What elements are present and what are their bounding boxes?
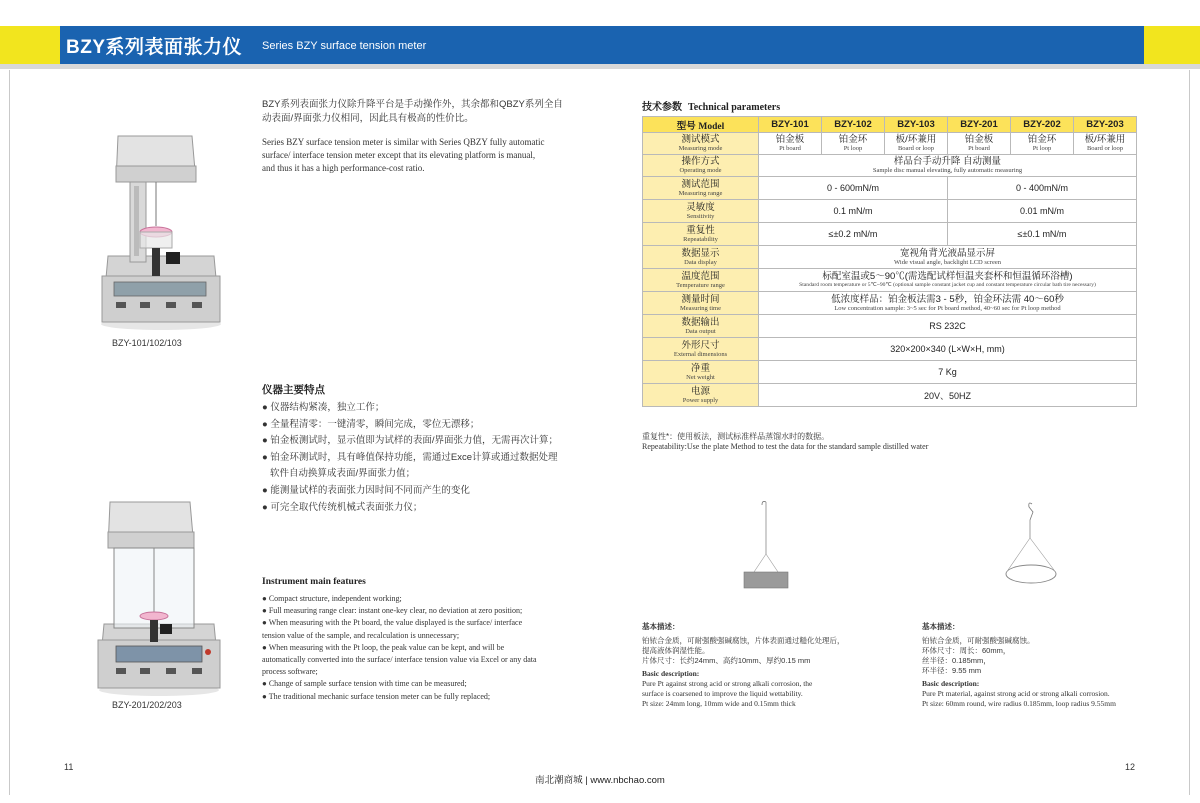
product-image-bzy-201 (94, 496, 224, 696)
spec-row-dimensions (643, 338, 1137, 361)
spec-value (1074, 133, 1137, 155)
value-en: Pt loop (1032, 145, 1052, 152)
spec-label (643, 177, 759, 200)
spec-value: 0.01 mN/m (948, 200, 1137, 223)
spec-value: 0 - 600mN/m (759, 177, 948, 200)
value-en: Standard room temperature or 5℃~90℃ (optional sample constant jacket cup and constant temperature circular bath tire necessary) (799, 281, 1096, 288)
label-cn: 测试模式 (681, 134, 720, 145)
label-en: Temperature range (676, 281, 725, 289)
product-caption-1: BZY-101/102/103 (112, 338, 182, 348)
spec-row-power (643, 384, 1137, 407)
desc-line: 环半径：9.55 mm (922, 666, 982, 675)
feature-cn-item: ● 全量程清零：一键清零，瞬间完成，零位无漂移； (262, 418, 480, 430)
desc-title-en: Basic description: (922, 679, 980, 688)
spec-row-weight (643, 361, 1137, 384)
spec-label (643, 338, 759, 361)
desc-line-en: Pt size: 60mm round, wire radius 0.185mm, loop radius 9.55mm (922, 699, 1116, 708)
label-cn: 操作方式 (681, 156, 720, 167)
model-label-cn: 型号 (676, 120, 696, 132)
desc-line-en: Pt size: 24mm long, 10mm wide and 0.15mm thick (642, 699, 796, 708)
model-cell: BZY-101 (759, 117, 822, 133)
spec-value (759, 292, 1137, 315)
desc-line: 片体尺寸：长约24mm、高约10mm、厚约0.15 mm (642, 656, 811, 665)
label-en: Measuring time (680, 304, 721, 312)
feature-en-item: ● Full measuring range clear: instant one-key clear, no deviation at zero position; (262, 606, 523, 616)
value-en: Pt loop (843, 145, 863, 152)
feature-cn-item: 软件自动换算成表面/界面张力值； (270, 468, 416, 480)
value-en: Board or loop (897, 145, 935, 152)
spec-value: 20V、50HZ (759, 384, 1137, 407)
value-cn: 低浓度样品：铂金板法需3 - 5秒，铂金环法需 40～60秒 (831, 293, 1064, 305)
tech-title (642, 98, 780, 113)
feature-cn-item: ● 仪器结构紧凑，独立工作； (262, 402, 385, 413)
intro-en (262, 136, 582, 175)
value-en: Pt board (779, 145, 801, 152)
label-en: Measuring range (678, 189, 723, 197)
label-cn: 温度范围 (681, 270, 720, 282)
spec-value (1011, 133, 1074, 155)
page-number-right: 12 (1125, 762, 1136, 772)
spec-label (643, 223, 759, 246)
page-border-right (1189, 70, 1190, 795)
value-en: Sample disc manual elevating, fully automatic measuring (872, 167, 1023, 174)
model-cell: BZY-102 (822, 117, 885, 133)
intro-en-line: surface/ interface tension meter except that its elevating platform is manual, (262, 150, 536, 160)
spec-value: 0.1 mN/m (759, 200, 948, 223)
feature-en-item: ● Compact structure, independent working; (262, 594, 402, 603)
label-en: Power supply (682, 396, 719, 404)
spec-label (643, 292, 759, 315)
page-border-left (9, 70, 10, 795)
spec-row-repeatability (643, 223, 1137, 246)
spec-value: 7 Kg (759, 361, 1137, 384)
spec-label (643, 361, 759, 384)
product-caption-2: BZY-201/202/203 (112, 700, 182, 710)
value-cn: 标配室温或5～90℃(需选配试样恒温夹套杯和恒温循环浴槽) (822, 270, 1073, 282)
spec-header-model (643, 117, 759, 133)
spec-value: RS 232C (759, 315, 1137, 338)
spec-row-sensitivity (643, 200, 1137, 223)
header-yellow-left (0, 26, 60, 64)
spec-row-time (643, 292, 1137, 315)
header-yellow-right (1144, 26, 1200, 64)
feature-en-item: ● The traditional mechanic surface tension meter can be fully replaced; (262, 691, 491, 701)
spec-value: 0 - 400mN/m (948, 177, 1137, 200)
desc-title-en: Basic description: (642, 669, 700, 678)
pt-board-description (642, 622, 845, 709)
intro-cn-line: 动表面/界面张力仪相同，因此具有极高的性价比。 (262, 113, 474, 124)
desc-title: 基本描述： (642, 622, 680, 631)
note-cn: 重复性*：使用板法，测试标准样品蒸馏水时的数据。 (642, 432, 830, 441)
label-cn: 电源 (690, 385, 710, 397)
pt-loop-description (922, 622, 1116, 709)
feature-cn-item: ● 铂金板测试时，显示值即为试样的表面/界面张力值，无需再次计算； (262, 435, 559, 447)
tech-title-en: Technical parameters (688, 102, 781, 113)
pt-loop-image (1000, 498, 1066, 590)
product-image-bzy-101 (96, 126, 226, 331)
intro-en-line: Series BZY surface tension meter is similar with Series QBZY fully automatic (262, 137, 545, 147)
value-cn: 铂金板 (775, 134, 805, 145)
spec-row-mode (643, 133, 1137, 155)
header-underline (0, 64, 1200, 69)
page-title: BZY系列表面张力仪 (66, 37, 243, 58)
feature-en-item: ● When measuring with the Pt loop, the peak value can be kept, and will be (262, 642, 505, 652)
label-en: Operating mode (679, 167, 722, 174)
spec-value: ≤±0.1 mN/m (948, 223, 1137, 246)
label-cn: 测试范围 (681, 178, 720, 190)
intro-en-line: and thus it has a high performance-cost ratio. (262, 163, 425, 173)
intro-cn-line: BZY系列表面张力仪除升降平台是手动操作外，其余都和QBZY系列全自 (262, 99, 563, 110)
spec-label (643, 200, 759, 223)
spec-value (822, 133, 885, 155)
label-cn: 外形尺寸 (681, 339, 720, 351)
spec-label (643, 269, 759, 292)
feature-en-item: automatically converted into the surface/ interface tension value via Excel or any data (262, 655, 537, 665)
spec-value (759, 133, 822, 155)
value-en: Wide visual angle, backlight LCD screen (894, 258, 1001, 266)
spec-header-row (643, 117, 1137, 133)
label-en: Data output (685, 327, 716, 335)
model-cell: BZY-103 (885, 117, 948, 133)
value-cn: 宽视角背光液晶显示屏 (899, 247, 995, 259)
value-cn: 板/环兼用 (1084, 134, 1126, 145)
desc-line-en: surface is coarsened to improve the liquid wettability. (642, 689, 803, 698)
page-subtitle: Series BZY surface tension meter (262, 40, 427, 52)
tech-title-cn: 技术参数 (642, 102, 682, 113)
label-cn: 重复性 (686, 224, 715, 236)
model-cell: BZY-203 (1074, 117, 1137, 133)
feature-cn-item: ● 可完全取代传统机械式表面张力仪； (262, 501, 423, 513)
spec-value (759, 269, 1137, 292)
value-cn: 铂金板 (964, 134, 994, 145)
spec-value (759, 246, 1137, 269)
label-en: Sensitivity (686, 212, 715, 220)
feature-en-item: ● When measuring with the Pt board, the value displayed is the surface/ interface (262, 618, 523, 628)
label-en: External dimensions (673, 350, 728, 358)
desc-line: 丝半径：0.185mm， (922, 656, 991, 665)
spec-value: 320×200×340 (L×W×H, mm) (759, 338, 1137, 361)
spec-value: ≤±0.2 mN/m (759, 223, 948, 246)
label-en: Net weight (686, 373, 715, 381)
value-en: Pt board (968, 145, 990, 152)
features-cn-list (262, 400, 592, 516)
spec-row-display (643, 246, 1137, 269)
features-title: 仪器主要特点 (262, 384, 325, 396)
value-en: Board or loop (1086, 145, 1124, 152)
spec-value (885, 133, 948, 155)
spec-label (643, 155, 759, 177)
label-en: Repeatability (683, 235, 718, 243)
model-label-en: Model (698, 121, 725, 132)
label-cn: 灵敏度 (686, 201, 715, 213)
feature-cn-item: ● 能测量试样的表面张力因时间不同而产生的变化 (262, 484, 470, 496)
model-cell: BZY-201 (948, 117, 1011, 133)
value-en: Low concentration sample: 3~5 sec for Pt board method, 40~60 sec for Pt loop method (834, 304, 1061, 312)
desc-line: 铂铱合金质，可耐强酸强碱腐蚀。 (922, 636, 1035, 645)
model-cell: BZY-202 (1011, 117, 1074, 133)
value-cn: 样品台手动升降 自动测量 (893, 156, 1002, 167)
footer-text: 南北潮商城 | www.nbchao.com (535, 775, 665, 786)
feature-en-item: ● Change of sample surface tension with time can be measured; (262, 679, 467, 689)
desc-title: 基本描述： (922, 622, 960, 631)
spec-row-output (643, 315, 1137, 338)
repeatability-note (642, 432, 928, 452)
label-cn: 测量时间 (681, 293, 720, 305)
label-en: Data display (684, 258, 717, 266)
spec-table (642, 116, 1137, 407)
spec-value (948, 133, 1011, 155)
label-cn: 净重 (690, 362, 710, 374)
feature-en-item: tension value of the sample, and recalculation is unnecessary; (262, 630, 460, 640)
page-number-left: 11 (64, 762, 74, 772)
desc-line-en: Pure Pt material, against strong acid or strong alkali corrosion. (922, 689, 1110, 698)
spec-label (643, 315, 759, 338)
pt-board-image (736, 498, 796, 592)
desc-line-en: Pure Pt against strong acid or strong alkali corrosion, the (642, 679, 813, 688)
spec-label (643, 384, 759, 407)
label-cn: 数据输出 (681, 316, 720, 328)
label-cn: 数据显示 (681, 247, 720, 259)
value-cn: 板/环兼用 (895, 134, 937, 145)
label-en: Measuring mode (678, 145, 723, 152)
spec-value (759, 155, 1137, 177)
spec-row-range (643, 177, 1137, 200)
spec-label (643, 246, 759, 269)
feature-en-item: process software; (262, 667, 318, 677)
desc-line: 铂铱合金质，可耐强酸强碱腐蚀，片体表面通过糙化处理后， (642, 636, 845, 645)
features-en-list (262, 593, 572, 703)
value-cn: 铂金环 (838, 134, 868, 145)
desc-line: 环体尺寸：周长：60mm， (922, 646, 1011, 655)
features-en-title: Instrument main features (262, 577, 366, 587)
spec-row-temperature (643, 269, 1137, 292)
feature-cn-item: ● 铂金环测试时，具有峰值保持功能，需通过Exce计算或通过数据处理 (262, 451, 558, 463)
note-en: Repeatability:Use the plate Method to test the data for the standard sample distilled water (642, 442, 929, 451)
spec-label (643, 133, 759, 155)
value-cn: 铂金环 (1027, 134, 1057, 145)
desc-line: 提高液体润湿性能。 (642, 646, 710, 655)
spec-row-operating (643, 155, 1137, 177)
intro-cn (262, 98, 582, 126)
